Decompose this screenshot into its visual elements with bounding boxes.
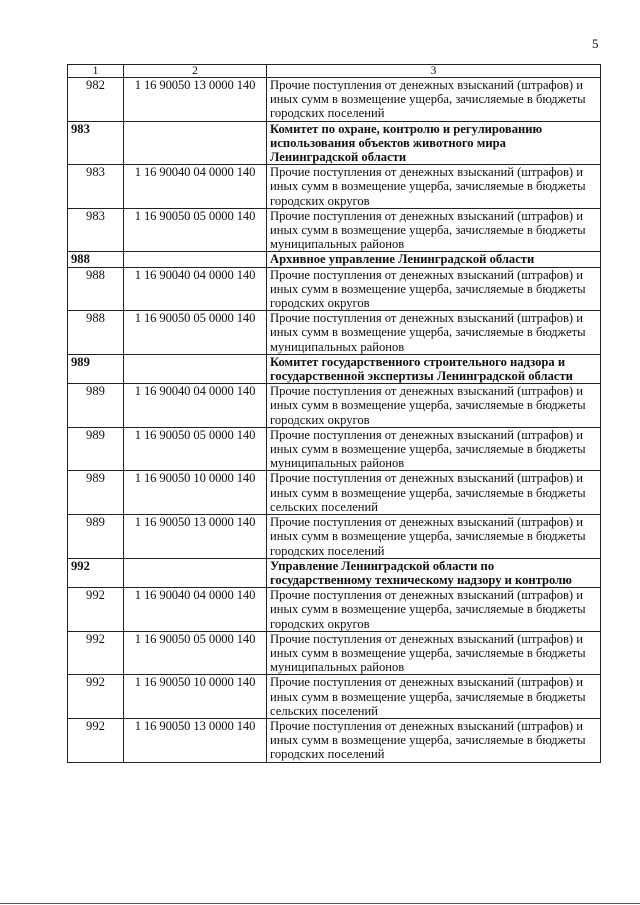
admin-code-cell: 992 (68, 675, 124, 719)
scan-edge-line (0, 903, 640, 904)
description-cell: Прочие поступления от денежных взысканий (штрафов) и иных сумм в возмещение ущерба, зачисляемые в бюджеты городских поселений (267, 515, 601, 559)
table-row (68, 675, 601, 719)
admin-code-cell: 989 (68, 515, 124, 559)
admin-code-cell: 988 (68, 311, 124, 355)
admin-code-cell: 983 (68, 208, 124, 252)
revenue-code-cell: 1 16 90050 13 0000 140 (124, 515, 267, 559)
description-cell: Архивное управление Ленинградской области (267, 252, 601, 267)
header-col-1: 1 (68, 65, 124, 78)
table-row (68, 427, 601, 471)
table-row (68, 384, 601, 428)
section-row (68, 252, 601, 267)
description-cell: Прочие поступления от денежных взысканий (штрафов) и иных сумм в возмещение ущерба, зачисляемые в бюджеты муниципальных районов (267, 208, 601, 252)
admin-code-cell: 992 (68, 631, 124, 675)
admin-code-cell: 989 (68, 384, 124, 428)
admin-code-cell: 982 (68, 78, 124, 122)
revenue-code-cell: 1 16 90040 04 0000 140 (124, 267, 267, 311)
page-number: 5 (592, 36, 599, 51)
revenue-code-cell (124, 558, 267, 587)
table-row (68, 471, 601, 515)
description-cell: Прочие поступления от денежных взысканий (штрафов) и иных сумм в возмещение ущерба, зачисляемые в бюджеты городских поселений (267, 78, 601, 122)
description-cell: Прочие поступления от денежных взысканий (штрафов) и иных сумм в возмещение ущерба, зачисляемые в бюджеты городских округов (267, 165, 601, 209)
section-row (68, 558, 601, 587)
table-row (68, 515, 601, 559)
description-cell: Прочие поступления от денежных взысканий (штрафов) и иных сумм в возмещение ущерба, зачисляемые в бюджеты городских поселений (267, 718, 601, 762)
revenue-code-cell (124, 354, 267, 383)
admin-code-cell: 992 (68, 558, 124, 587)
table-row (68, 165, 601, 209)
description-cell: Прочие поступления от денежных взысканий (штрафов) и иных сумм в возмещение ущерба, зачисляемые в бюджеты городских округов (267, 267, 601, 311)
admin-code-cell: 989 (68, 427, 124, 471)
revenue-code-cell: 1 16 90050 05 0000 140 (124, 208, 267, 252)
description-cell: Прочие поступления от денежных взысканий (штрафов) и иных сумм в возмещение ущерба, зачисляемые в бюджеты сельских поселений (267, 675, 601, 719)
table-row (68, 718, 601, 762)
revenue-code-cell: 1 16 90050 05 0000 140 (124, 427, 267, 471)
budget-classification-table (67, 64, 601, 763)
table-row (68, 267, 601, 311)
revenue-code-cell (124, 252, 267, 267)
admin-code-cell: 992 (68, 588, 124, 632)
revenue-code-cell: 1 16 90050 13 0000 140 (124, 718, 267, 762)
revenue-code-cell: 1 16 90050 10 0000 140 (124, 471, 267, 515)
revenue-code-cell: 1 16 90050 05 0000 140 (124, 631, 267, 675)
table-row (68, 311, 601, 355)
header-col-2: 2 (124, 65, 267, 78)
admin-code-cell: 988 (68, 267, 124, 311)
section-row (68, 354, 601, 383)
revenue-code-cell (124, 121, 267, 165)
revenue-code-cell: 1 16 90040 04 0000 140 (124, 588, 267, 632)
revenue-code-cell: 1 16 90040 04 0000 140 (124, 165, 267, 209)
description-cell: Управление Ленинградской области по государственному техническому надзору и контролю (267, 558, 601, 587)
table-row (68, 208, 601, 252)
revenue-code-cell: 1 16 90050 13 0000 140 (124, 78, 267, 122)
admin-code-cell: 983 (68, 121, 124, 165)
admin-code-cell: 983 (68, 165, 124, 209)
description-cell: Прочие поступления от денежных взысканий (штрафов) и иных сумм в возмещение ущерба, зачисляемые в бюджеты муниципальных районов (267, 311, 601, 355)
description-cell: Прочие поступления от денежных взысканий (штрафов) и иных сумм в возмещение ущерба, зачисляемые в бюджеты сельских поселений (267, 471, 601, 515)
header-col-3: 3 (267, 65, 601, 78)
revenue-code-cell: 1 16 90050 10 0000 140 (124, 675, 267, 719)
section-row (68, 121, 601, 165)
table-header-row (68, 65, 601, 78)
revenue-code-cell: 1 16 90050 05 0000 140 (124, 311, 267, 355)
admin-code-cell: 989 (68, 471, 124, 515)
description-cell: Комитет государственного строительного надзора и государственной экспертизы Ленинградской области (267, 354, 601, 383)
admin-code-cell: 989 (68, 354, 124, 383)
description-cell: Прочие поступления от денежных взысканий (штрафов) и иных сумм в возмещение ущерба, зачисляемые в бюджеты муниципальных районов (267, 631, 601, 675)
table-row (68, 588, 601, 632)
description-cell: Прочие поступления от денежных взысканий (штрафов) и иных сумм в возмещение ущерба, зачисляемые в бюджеты городских округов (267, 588, 601, 632)
description-cell: Комитет по охране, контролю и регулированию использования объектов животного мира Ленинградской области (267, 121, 601, 165)
description-cell: Прочие поступления от денежных взысканий (штрафов) и иных сумм в возмещение ущерба, зачисляемые в бюджеты муниципальных районов (267, 427, 601, 471)
admin-code-cell: 992 (68, 718, 124, 762)
table-row (68, 78, 601, 122)
table-row (68, 631, 601, 675)
revenue-code-cell: 1 16 90040 04 0000 140 (124, 384, 267, 428)
admin-code-cell: 988 (68, 252, 124, 267)
description-cell: Прочие поступления от денежных взысканий (штрафов) и иных сумм в возмещение ущерба, зачисляемые в бюджеты городских округов (267, 384, 601, 428)
